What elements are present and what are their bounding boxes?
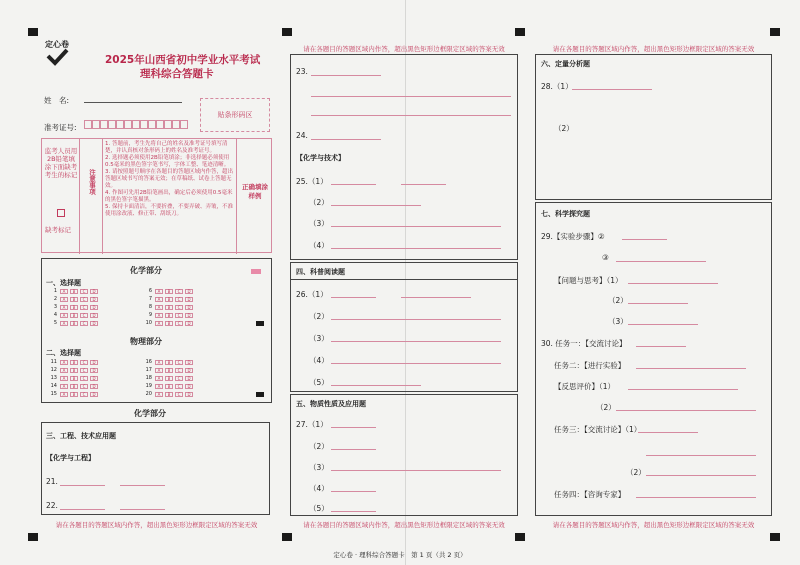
mc-bubble[interactable]: B	[165, 368, 173, 373]
answer-line[interactable]	[628, 283, 718, 284]
sub-question-label: （5）	[309, 504, 329, 513]
section-2-heading: 二、选择题	[46, 349, 81, 357]
mc-question-number: 1	[53, 288, 57, 294]
mc-row	[145, 391, 193, 397]
mc-row	[145, 312, 193, 318]
mc-bubble[interactable]: C	[175, 289, 183, 294]
instruction-item: 5. 保持卡面清洁，不要折叠，不要弄破、弄皱，不准使用涂改液、修正带、刮纸刀。	[105, 204, 233, 217]
mc-bubble[interactable]: D	[185, 313, 193, 318]
answer-box-23-25	[290, 54, 518, 260]
mc-bubble[interactable]: D	[90, 384, 98, 389]
answer-line[interactable]	[638, 432, 698, 433]
proctor-note: 监考人员用2B铅笔填涂下面缺考考生的标记	[44, 147, 78, 179]
mc-row	[145, 359, 193, 365]
page-footer: 定心卷 · 理科综合答题卡 第 1 页（共 2 页）	[333, 551, 467, 559]
chem-engineering-heading: 【化学与工程】	[46, 454, 95, 462]
sub-question-label: （3）	[309, 334, 329, 343]
boundary-note: 请在各题目的答题区域内作答，超出黑色矩形边框限定区域的答案无效	[303, 521, 505, 529]
answer-line[interactable]	[572, 89, 652, 90]
absent-label: 缺考标记	[45, 226, 71, 234]
registration-mark	[515, 533, 525, 541]
answer-line[interactable]	[628, 324, 698, 325]
mc-bubble[interactable]: A	[60, 313, 68, 318]
mc-bubble[interactable]: B	[70, 384, 78, 389]
mc-row	[145, 304, 193, 310]
mc-bubble[interactable]: D	[90, 360, 98, 365]
mc-bubble[interactable]: C	[175, 321, 183, 326]
mc-bubble[interactable]: C	[80, 289, 88, 294]
registration-mark	[256, 321, 264, 326]
mc-row	[145, 320, 193, 326]
mc-bubble[interactable]: C	[80, 313, 88, 318]
section-3-heading: 三、工程、技术应用题	[46, 432, 116, 440]
mc-bubble[interactable]: A	[60, 376, 68, 381]
exam-title: 2025年山西省初中学业水平考试	[105, 54, 261, 66]
mc-question-number: 11	[50, 359, 57, 365]
answer-line[interactable]	[331, 363, 501, 364]
mc-bubble[interactable]: B	[70, 289, 78, 294]
answer-line[interactable]	[331, 449, 376, 450]
mc-question-number: 6	[148, 288, 152, 294]
answer-line[interactable]	[60, 509, 105, 510]
mc-bubble[interactable]: C	[175, 392, 183, 397]
answer-line[interactable]	[331, 341, 501, 342]
mc-bubble[interactable]: B	[70, 376, 78, 381]
question-21-label: 21.	[46, 477, 58, 486]
mc-bubble[interactable]: C	[175, 360, 183, 365]
mc-bubble[interactable]: D	[90, 376, 98, 381]
mc-bubble[interactable]: C	[175, 305, 183, 310]
reflection-label: 【反思评价】（1）	[554, 382, 616, 391]
answer-line[interactable]	[331, 205, 421, 206]
section-4-heading: 四、科普阅读题	[296, 268, 345, 276]
sub-question-label: （4）	[309, 484, 329, 493]
mc-question-number: 5	[53, 320, 57, 326]
mc-row	[50, 375, 98, 381]
name-field[interactable]	[84, 102, 182, 103]
boundary-note: 请在各题目的答题区域内作答，超出黑色矩形边框限定区域的答案无效	[552, 45, 755, 53]
mc-question-number: 17	[145, 367, 152, 373]
answer-line[interactable]	[331, 470, 501, 471]
mc-bubble[interactable]: A	[155, 368, 163, 373]
mc-row	[50, 383, 98, 389]
chem-part-heading-2: 化学部分	[134, 409, 166, 418]
registration-mark	[282, 533, 292, 541]
mc-bubble[interactable]: A	[60, 305, 68, 310]
mc-bubble[interactable]: D	[185, 384, 193, 389]
section-5-heading: 五、物质性质及应用题	[296, 400, 366, 408]
mc-bubble[interactable]: A	[60, 384, 68, 389]
mc-bubble[interactable]: D	[185, 297, 193, 302]
mc-bubble[interactable]: A	[155, 376, 163, 381]
instruction-item: 3. 请按照题号顺序在各题目的答题区域内作答，超出答题区域书写的答案无效；在草稿纸、试卷上答题无效。	[105, 169, 233, 189]
instruction-item: 1. 答题前，考生先将自己的姓名及准考证号填写清楚，并认真核对条形码上的姓名及准考证号。	[105, 141, 228, 154]
mc-question-number: 15	[50, 391, 57, 397]
answer-line[interactable]	[331, 297, 376, 298]
sub-question-label: （2）	[309, 442, 329, 451]
mc-bubble[interactable]: C	[175, 297, 183, 302]
sub-question-label: （2）	[596, 403, 616, 412]
answer-line[interactable]	[616, 410, 756, 411]
mc-bubble[interactable]: B	[70, 305, 78, 310]
mc-row	[145, 367, 193, 373]
mc-bubble[interactable]: C	[80, 368, 88, 373]
mc-bubble[interactable]: A	[60, 392, 68, 397]
fill-sample	[251, 269, 261, 274]
problem-thinking-label: 【问题与思考】（1）	[554, 276, 623, 285]
name-label: 姓 名:	[44, 96, 70, 105]
instruction-panel	[41, 138, 272, 253]
mc-bubble[interactable]: A	[60, 289, 68, 294]
step-3-label: ③	[602, 253, 609, 262]
mc-row	[50, 359, 98, 365]
mc-bubble[interactable]: A	[155, 289, 163, 294]
answer-line[interactable]	[331, 385, 421, 386]
mc-bubble[interactable]: B	[165, 289, 173, 294]
answer-line[interactable]	[622, 239, 667, 240]
mc-question-number: 4	[53, 312, 57, 318]
mc-bubble[interactable]: D	[185, 289, 193, 294]
mc-bubble[interactable]: D	[90, 368, 98, 373]
task-2-label: 任务二：【进行实验】	[554, 361, 626, 370]
sub-question-label: （5）	[309, 378, 329, 387]
mc-bubble[interactable]: D	[185, 360, 193, 365]
question-24-label: 24.	[296, 131, 308, 140]
mc-bubble[interactable]: C	[80, 392, 88, 397]
mc-bubble[interactable]: C	[80, 305, 88, 310]
registration-mark	[515, 28, 525, 36]
correct-fill-label: 正确填涂样例	[242, 183, 268, 200]
sub-question-label: （2）	[309, 198, 329, 207]
sub-question-label: （4）	[309, 241, 329, 250]
mc-question-number: 13	[50, 375, 57, 381]
mc-bubble[interactable]: B	[70, 321, 78, 326]
sub-question-label: （2）	[309, 312, 329, 321]
mc-row	[50, 304, 98, 310]
mc-bubble[interactable]: A	[155, 392, 163, 397]
answer-line[interactable]	[401, 297, 471, 298]
answer-line[interactable]	[628, 303, 688, 304]
check-logo-icon	[45, 48, 69, 66]
mc-question-number: 18	[145, 375, 152, 381]
sub-question-label: （3）	[309, 219, 329, 228]
mc-bubble[interactable]: B	[165, 297, 173, 302]
mc-bubble[interactable]: C	[175, 368, 183, 373]
answer-line[interactable]	[120, 485, 165, 486]
mc-bubble[interactable]: A	[155, 297, 163, 302]
brand-logo	[44, 40, 70, 84]
mc-row	[50, 296, 98, 302]
task-4-label: 任务四：【咨询专家】	[554, 490, 626, 499]
answer-line[interactable]	[331, 248, 501, 249]
mc-bubble[interactable]: C	[80, 360, 88, 365]
mc-row	[145, 288, 193, 294]
mc-bubble[interactable]: B	[70, 360, 78, 365]
registration-mark	[770, 533, 780, 541]
mc-row	[50, 367, 98, 373]
mc-bubble[interactable]: C	[80, 384, 88, 389]
brand-text: 定心卷	[45, 39, 69, 49]
answer-line[interactable]	[628, 389, 738, 390]
instruction-item: 2. 选择题必须使用2B铅笔填涂；非选择题必须使用0.5毫米的黑色签字笔书写，字体工整、笔迹清晰。	[105, 155, 230, 168]
answer-line[interactable]	[311, 115, 511, 116]
mc-bubble[interactable]: C	[80, 321, 88, 326]
question-30-label: 30. 任务一：【交流讨论】	[541, 339, 627, 348]
registration-mark	[28, 28, 38, 36]
answer-line[interactable]	[636, 368, 746, 369]
answer-box-26	[290, 262, 518, 392]
answer-line[interactable]	[331, 226, 501, 227]
mc-bubble[interactable]: C	[175, 384, 183, 389]
mc-row	[50, 320, 98, 326]
mc-question-number: 10	[145, 320, 152, 326]
barcode-area	[200, 98, 270, 132]
mc-question-number: 2	[53, 296, 57, 302]
mc-row	[50, 312, 98, 318]
question-27-label: 27.（1）	[296, 420, 328, 429]
mc-bubble[interactable]: B	[70, 392, 78, 397]
multiple-choice-box	[41, 258, 272, 403]
barcode-label: 贴条形码区	[217, 111, 253, 119]
mc-row	[50, 391, 98, 397]
registration-mark	[282, 28, 292, 36]
mc-question-number: 20	[145, 391, 152, 397]
answer-line[interactable]	[120, 509, 165, 510]
mc-row	[50, 288, 98, 294]
mc-bubble[interactable]: D	[185, 368, 193, 373]
id-label: 准考证号:	[44, 123, 77, 132]
question-23-label: 23.	[296, 67, 308, 76]
mc-bubble[interactable]: A	[155, 384, 163, 389]
task-3-label: 任务三：【交流讨论】（1）	[554, 425, 642, 434]
sub-question-label: （2）	[554, 124, 574, 133]
sub-question-label: （3）	[608, 317, 628, 326]
mc-bubble[interactable]: A	[155, 313, 163, 318]
mc-bubble[interactable]: D	[185, 321, 193, 326]
boundary-note: 请在各题目的答题区域内作答，超出黑色矩形边框限定区域的答案无效	[552, 521, 755, 529]
answer-line[interactable]	[636, 497, 756, 498]
mc-bubble[interactable]: D	[90, 305, 98, 310]
section-3-box	[41, 422, 270, 515]
answer-line[interactable]	[616, 261, 706, 262]
mc-bubble[interactable]: C	[80, 376, 88, 381]
registration-mark	[256, 392, 264, 397]
mc-bubble[interactable]: C	[175, 313, 183, 318]
chem-part-heading: 化学部分	[130, 266, 162, 275]
mc-bubble[interactable]: B	[70, 368, 78, 373]
mc-bubble[interactable]: B	[165, 321, 173, 326]
mc-bubble[interactable]: D	[90, 297, 98, 302]
registration-mark	[28, 533, 38, 541]
id-number-field[interactable]	[84, 120, 188, 129]
card-subtitle: 理科综合答题卡	[140, 68, 214, 80]
mc-bubble[interactable]: D	[90, 313, 98, 318]
answer-line[interactable]	[636, 346, 686, 347]
section-1-heading: 一、选择题	[46, 279, 81, 287]
section-6-heading: 六、定量分析题	[541, 60, 590, 68]
mc-row	[145, 383, 193, 389]
sub-question-label: （2）	[608, 296, 628, 305]
mc-bubble[interactable]: B	[165, 392, 173, 397]
answer-line[interactable]	[311, 96, 511, 97]
answer-line[interactable]	[331, 511, 376, 512]
attention-label: 注意事项	[88, 169, 96, 195]
registration-mark	[770, 28, 780, 36]
question-25-label: 25.（1）	[296, 177, 328, 186]
mc-bubble[interactable]: C	[175, 376, 183, 381]
mc-question-number: 7	[148, 296, 152, 302]
chem-tech-heading: 【化学与技术】	[296, 154, 345, 162]
mc-bubble[interactable]: B	[165, 384, 173, 389]
instruction-item: 4. 作图可先用2B铅笔画出，确定后必须使用0.5毫米的黑色签字笔描黑。	[105, 190, 233, 203]
mc-bubble[interactable]: A	[60, 360, 68, 365]
mc-bubble[interactable]: A	[60, 368, 68, 373]
mc-bubble[interactable]: B	[165, 360, 173, 365]
absent-checkbox[interactable]	[57, 209, 65, 217]
section-7-heading: 七、科学探究题	[541, 210, 590, 218]
sub-question-label: （2）	[626, 468, 646, 477]
mc-bubble[interactable]: B	[70, 313, 78, 318]
mc-bubble[interactable]: B	[70, 297, 78, 302]
question-28-label: 28.（1）	[541, 82, 573, 91]
mc-question-number: 19	[145, 383, 152, 389]
mc-question-number: 14	[50, 383, 57, 389]
answer-line[interactable]	[311, 75, 381, 76]
sub-question-label: （4）	[309, 356, 329, 365]
mc-question-number: 8	[148, 304, 152, 310]
mc-bubble[interactable]: A	[60, 321, 68, 326]
answer-line[interactable]	[331, 319, 501, 320]
answer-line[interactable]	[331, 491, 376, 492]
answer-box-29-30	[535, 202, 772, 516]
answer-line[interactable]	[331, 184, 376, 185]
mc-bubble[interactable]: B	[165, 305, 173, 310]
mc-bubble[interactable]: D	[185, 392, 193, 397]
sub-question-label: （3）	[309, 463, 329, 472]
mc-row	[145, 296, 193, 302]
question-22-label: 22.	[46, 501, 58, 510]
answer-line[interactable]	[646, 455, 756, 456]
question-29-label: 29.【实验步骤】②	[541, 232, 605, 241]
mc-question-number: 12	[50, 367, 57, 373]
mc-row	[145, 375, 193, 381]
mc-question-number: 3	[53, 304, 57, 310]
mc-bubble[interactable]: D	[90, 321, 98, 326]
mc-bubble[interactable]: A	[155, 321, 163, 326]
answer-line[interactable]	[646, 475, 756, 476]
mc-bubble[interactable]: D	[90, 392, 98, 397]
mc-bubble[interactable]: B	[165, 313, 173, 318]
mc-question-number: 9	[148, 312, 152, 318]
answer-line[interactable]	[331, 427, 376, 428]
answer-line[interactable]	[60, 485, 105, 486]
mc-bubble[interactable]: B	[165, 376, 173, 381]
mc-bubble[interactable]: A	[155, 305, 163, 310]
mc-bubble[interactable]: C	[80, 297, 88, 302]
boundary-note: 请在各题目的答题区域内作答，超出黑色矩形边框限定区域的答案无效	[303, 45, 505, 53]
instruction-list	[105, 141, 235, 218]
question-26-label: 26.（1）	[296, 290, 328, 299]
answer-line[interactable]	[311, 139, 381, 140]
mc-bubble[interactable]: D	[185, 376, 193, 381]
mc-bubble[interactable]: D	[185, 305, 193, 310]
phys-part-heading: 物理部分	[130, 337, 162, 346]
mc-bubble[interactable]: A	[60, 297, 68, 302]
mc-bubble[interactable]: A	[155, 360, 163, 365]
answer-box-27	[290, 394, 518, 516]
mc-bubble[interactable]: D	[90, 289, 98, 294]
answer-line[interactable]	[401, 184, 446, 185]
mc-question-number: 16	[145, 359, 152, 365]
answer-box-28	[535, 54, 772, 200]
boundary-note: 请在各题目的答题区域内作答，超出黑色矩形边框限定区域的答案无效	[55, 521, 258, 529]
